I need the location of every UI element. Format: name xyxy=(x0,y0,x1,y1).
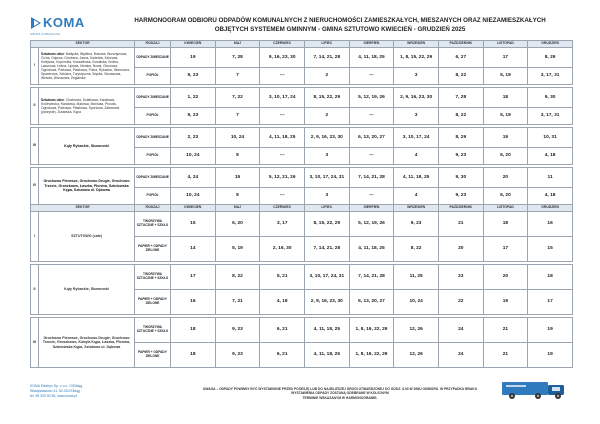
pickup-dates: 7, 14, 21, 28 xyxy=(349,168,394,188)
pickup-dates: 9, 23 xyxy=(215,318,260,343)
pickup-dates: 15 xyxy=(171,212,216,237)
pickup-dates: 1, 8, 16, 22, 29 xyxy=(349,318,394,343)
pickup-dates: 3, 17, 31 xyxy=(528,68,573,85)
header-month: LISTOPAD xyxy=(483,205,528,212)
pickup-dates: 23 xyxy=(438,265,483,290)
pickup-dates: 21 xyxy=(483,343,528,368)
pickup-dates: 4, 18 xyxy=(260,290,305,315)
pickup-dates: 2 xyxy=(304,108,349,125)
company-contact: tel. 55 309 90 55, www.koma.pl xyxy=(30,393,78,398)
pickup-dates: 9, 23 xyxy=(438,188,483,205)
waste-kind: POPIÓŁ xyxy=(135,148,171,165)
pickup-dates: 17 xyxy=(528,290,573,315)
table-row xyxy=(31,88,573,108)
sector-area xyxy=(39,88,135,125)
footer-notice xyxy=(195,387,485,400)
page-title-line-1: HARMONOGRAM ODBIORU ODPADÓW KOMUNALNYCH Z NIERUCHOMOŚCI ZAMIESZKAŁYCH, MIESZANYCH ORAZ NIEZAMIESZKAŁYCH xyxy=(134,17,546,24)
pickup-dates: 18 xyxy=(528,265,573,290)
header-month: MAJ xyxy=(215,41,260,48)
pickup-dates: 12, 26 xyxy=(394,318,439,343)
sector-area: Kąty Rybackie, Skowronki xyxy=(39,265,135,315)
pickup-dates: 8, 15, 22, 29 xyxy=(304,212,349,237)
table-header-row xyxy=(31,41,573,48)
pickup-dates: 1, 8, 16, 22, 29 xyxy=(349,343,394,368)
pickup-dates: 3 xyxy=(394,68,439,85)
pickup-dates: 18 xyxy=(171,343,216,368)
sector-index: I xyxy=(31,212,39,262)
waste-kind: TWORZYWA SZTUCZNE + SZKŁO xyxy=(135,318,171,343)
pickup-dates: 3, 17 xyxy=(260,212,305,237)
waste-kind: PAPIER + ODPADY ZIELONE xyxy=(135,290,171,315)
pickup-dates: 4 xyxy=(394,148,439,165)
page-title-line-2: OBJĘTYCH SYSTEMEM GMINNYM - GMINA SZTUTOWO KWIECIEŃ - GRUDZIEŃ 2025 xyxy=(214,26,466,33)
waste-kind: TWORZYWA SZTUCZNE + SZKŁO xyxy=(135,212,171,237)
pickup-dates: 4, 11, 18, 25 xyxy=(304,318,349,343)
pickup-dates: 3, 10, 17, 24, 31 xyxy=(304,265,349,290)
table-header-row xyxy=(31,205,573,212)
header-kind: RODZAJ xyxy=(135,41,171,48)
waste-kind: POPIÓŁ xyxy=(135,68,171,85)
pickup-dates: 4, 18 xyxy=(528,188,573,205)
pickup-dates: 19 xyxy=(528,318,573,343)
pickup-dates: 2 xyxy=(304,68,349,85)
waste-kind: PAPIER + ODPADY ZIELONE xyxy=(135,343,171,368)
pickup-dates: --- xyxy=(349,108,394,125)
pickup-dates: 7, 21 xyxy=(215,290,260,315)
pickup-dates: --- xyxy=(260,188,305,205)
pickup-dates: 4, 24 xyxy=(171,168,216,188)
pickup-dates: 17 xyxy=(171,265,216,290)
pickup-dates: 24 xyxy=(438,318,483,343)
pickup-dates: 10, 24 xyxy=(171,148,216,165)
sector-index: I xyxy=(31,48,39,85)
pickup-dates: 10, 31 xyxy=(528,128,573,148)
pickup-dates: 7, 22 xyxy=(215,88,260,108)
pickup-dates: 8 xyxy=(215,148,260,165)
pickup-dates: 18 xyxy=(171,318,216,343)
pickup-dates: 1, 22 xyxy=(171,88,216,108)
pickup-dates: 8, 22 xyxy=(394,237,439,262)
pickup-dates: 5, 19 xyxy=(483,108,528,125)
header-month: GRUDZIEŃ xyxy=(528,41,573,48)
pickup-dates: --- xyxy=(260,68,305,85)
pickup-dates: 6, 21 xyxy=(260,343,305,368)
sector-area-title: Sztutowo ulice xyxy=(41,51,65,56)
pickup-dates: 8, 22 xyxy=(438,68,483,85)
waste-kind: ODPADY ZMIESZANE xyxy=(135,48,171,68)
waste-kind: POPIÓŁ xyxy=(135,108,171,125)
header-month: KWIECIEŃ xyxy=(171,41,216,48)
pickup-dates: 19 xyxy=(483,128,528,148)
pickup-dates: 19 xyxy=(483,290,528,315)
pickup-dates: 22 xyxy=(438,290,483,315)
pickup-dates: 8, 22 xyxy=(438,108,483,125)
pickup-dates: 5, 19 xyxy=(483,68,528,85)
header-month: GRUDZIEŃ xyxy=(528,205,573,212)
header-month: SIERPIEŃ xyxy=(349,205,394,212)
pickup-dates: 2, 16, 30 xyxy=(260,237,305,262)
pickup-dates: 5, 19 xyxy=(215,237,260,262)
waste-kind: ODPADY ZMIESZANE xyxy=(135,168,171,188)
pickup-dates: 5, 12, 21, 26 xyxy=(260,168,305,188)
pickup-dates: --- xyxy=(349,68,394,85)
sector-area-streets: : Chabrowa, Działkowa, Kanałowa, Królewiecka, Kwiatowa, Makowa, Morwiaa, Prusów, Ogrodowa, Parkowa, Piaskowa, Sportowa, Zalewowa (parzyste), Żuławska, Kępa xyxy=(41,97,120,115)
collection-schedule-table xyxy=(30,40,573,368)
table-row xyxy=(31,318,573,343)
pickup-dates: 9, 30 xyxy=(528,88,573,108)
pickup-dates: 10, 24 xyxy=(215,128,260,148)
pickup-dates: 2, 9, 16, 23, 30 xyxy=(394,88,439,108)
pickup-dates: 3, 17, 31 xyxy=(528,108,573,125)
pickup-dates: 11, 25 xyxy=(394,265,439,290)
footer-notice-line-2: TERMINIE WSKAZANYM W HARMONOGRAMIE. xyxy=(302,395,378,400)
pickup-dates: 10, 24 xyxy=(171,188,216,205)
pickup-dates: 8, 29 xyxy=(528,48,573,68)
pickup-dates: 6, 13, 20, 27 xyxy=(349,128,394,148)
company-info xyxy=(30,384,82,399)
pickup-dates: 4, 11, 18, 25 xyxy=(260,128,305,148)
header-month: WRZESIEŃ xyxy=(394,205,439,212)
waste-kind: PAPIER + ODPADY ZIELONE xyxy=(135,237,171,262)
pickup-dates: 6, 20 xyxy=(215,212,260,237)
table-row xyxy=(31,168,573,188)
pickup-dates: 9, 23 xyxy=(394,212,439,237)
pickup-dates: 6, 21 xyxy=(260,318,305,343)
pickup-dates: 8, 22 xyxy=(215,265,260,290)
table-row xyxy=(31,212,573,237)
pickup-dates: 6, 27 xyxy=(438,48,483,68)
sector-area-title: Sztutowo ulice xyxy=(41,97,65,102)
pickup-dates: 5, 21 xyxy=(260,265,305,290)
company-address: Władysławowo 41, 82-300 Elbląg xyxy=(30,388,80,393)
pickup-dates: 9, 16, 23, 30 xyxy=(260,48,305,68)
pickup-dates: 24 xyxy=(438,343,483,368)
pickup-dates: 4, 11, 18, 25 xyxy=(304,343,349,368)
pickup-dates: --- xyxy=(349,188,394,205)
sector-index: III xyxy=(31,128,39,165)
pickup-dates: --- xyxy=(260,108,305,125)
pickup-dates: 7 xyxy=(215,68,260,85)
pickup-dates: 16 xyxy=(171,290,216,315)
brand-logo xyxy=(30,16,94,34)
pickup-dates: 6, 20 xyxy=(483,148,528,165)
garbage-truck-icon xyxy=(500,379,574,401)
pickup-dates: 18 xyxy=(483,212,528,237)
pickup-dates: 2, 9, 16, 23, 30 xyxy=(304,290,349,315)
pickup-dates: --- xyxy=(260,148,305,165)
header-month: PAŹDZIERNIK xyxy=(438,41,483,48)
pickup-dates: 7, 14, 21, 28 xyxy=(304,48,349,68)
pickup-dates: 6, 13, 20, 27 xyxy=(349,290,394,315)
pickup-dates: 2, 9, 16, 23, 30 xyxy=(304,128,349,148)
pickup-dates: 4, 11, 18, 25 xyxy=(349,237,394,262)
header-month: MAJ xyxy=(215,205,260,212)
pickup-dates: 9, 23 xyxy=(215,343,260,368)
header-month: PAŹDZIERNIK xyxy=(438,205,483,212)
footer-notice-line-1: UWAGA – ODPADY POWINNY BYĆ WYSTAWIONE PRZED POSESJĘ LUB DO NAJBLIŻSZEJ DROGI UTWARDZONEJ DO GODZ. 6.00 W DNIU ODBIORU. W PRZYPADKU BRAKU WYSTAWIENIA ODPADY ZOSTANĄ ODEBRANE W KOLEJNYM xyxy=(202,387,478,396)
pickup-dates: 3, 10, 17, 24 xyxy=(394,128,439,148)
pickup-dates: 16 xyxy=(528,212,573,237)
pickup-dates: 4, 11, 18, 25 xyxy=(349,48,394,68)
pickup-dates: 7, 14, 21, 28 xyxy=(349,265,394,290)
pickup-dates: 8, 15, 22, 29 xyxy=(304,88,349,108)
sector-area xyxy=(39,168,135,205)
pickup-dates: 7, 28 xyxy=(438,88,483,108)
header-month: CZERWIEC xyxy=(260,41,305,48)
header-month: LIPIEC xyxy=(304,41,349,48)
koma-logo-icon xyxy=(30,16,42,30)
header-sector: SEKTOR xyxy=(31,41,135,48)
pickup-dates: 21 xyxy=(438,212,483,237)
brand-name: KOMA xyxy=(43,15,85,30)
pickup-dates: 7 xyxy=(215,108,260,125)
header-month: LIPIEC xyxy=(304,205,349,212)
table-row xyxy=(31,265,573,290)
sector-index: II xyxy=(31,88,39,125)
pickup-dates: 1, 8, 15, 22, 29 xyxy=(394,48,439,68)
pickup-dates: 11 xyxy=(528,168,573,188)
pickup-dates: 17 xyxy=(483,237,528,262)
header-sector: SEKTOR xyxy=(31,205,135,212)
pickup-dates: 2, 23 xyxy=(171,128,216,148)
pickup-dates: 14 xyxy=(171,237,216,262)
pickup-dates: 8, 29 xyxy=(438,128,483,148)
sector-index: II xyxy=(31,265,39,315)
pickup-dates: 15 xyxy=(215,168,260,188)
pickup-dates: 20 xyxy=(483,265,528,290)
pickup-dates: 5, 12, 19, 26 xyxy=(349,88,394,108)
pickup-dates: 3, 10, 17, 24, 31 xyxy=(304,168,349,188)
pickup-dates: 3 xyxy=(394,108,439,125)
pickup-dates: 9, 23 xyxy=(171,108,216,125)
company-name: KOMA Elektryn Sp. z o.o. O/Elbląg xyxy=(30,384,83,388)
pickup-dates: 21 xyxy=(483,318,528,343)
pickup-dates: 7, 14, 21, 28 xyxy=(304,237,349,262)
brand-tagline: GRUPA KOMUNALNA xyxy=(30,33,61,36)
pickup-dates: 8 xyxy=(215,188,260,205)
pickup-dates: 9, 23 xyxy=(171,68,216,85)
pickup-dates: --- xyxy=(349,148,394,165)
header-kind: RODZAJ xyxy=(135,205,171,212)
pickup-dates: 4, 18 xyxy=(528,148,573,165)
header-month: KWIECIEŃ xyxy=(171,205,216,212)
sector-area: SZTUTOWO (całe) xyxy=(39,212,135,262)
pickup-dates: 19 xyxy=(171,48,216,68)
pickup-dates: 3, 10, 17, 24 xyxy=(260,88,305,108)
pickup-dates: 18 xyxy=(483,88,528,108)
waste-kind: TWORZYWA SZTUCZNE + SZKŁO xyxy=(135,265,171,290)
pickup-dates: 9, 30 xyxy=(438,168,483,188)
sector-area xyxy=(39,48,135,85)
header-month: SIERPIEŃ xyxy=(349,41,394,48)
pickup-dates: 15 xyxy=(528,237,573,262)
sector-area-streets: : Bałtycka, Błękitna, Bukowa, Bursztynowa, Cicha, Gajowa, Grodowa, Jasna, Kadetów, Klonowa, Kolejowa, Kopernika, Koszalińska, Kowalska, Krótka, Lazurowa, Leśna, Lipowa, Morska, Nowa, Obozowa, Ogrodowa, Parkowa, Piaskowa, Polna, Rybacka, Słoneczna, Spacerowa, Szkolna, Turystyczna, Wąska, Wczasowa, Wesoła, Wrzosowa, Żeglarska xyxy=(41,51,130,81)
sector-area: Grochowo Pierwsze, Grochowo Drugie, Grochowo Trzecie, Groszkowo, Kobyla Kępa, Łaszka, Płonina, Sztutowska Kępa, Sztutowo ul. Dębowa xyxy=(39,318,135,368)
pickup-dates: 4, 11, 18, 25 xyxy=(394,168,439,188)
table-row xyxy=(31,128,573,148)
pickup-dates: 3 xyxy=(304,188,349,205)
sector-area-title: Kąty Rybackie, Skowronki xyxy=(64,143,109,148)
pickup-dates: 12, 26 xyxy=(394,343,439,368)
pickup-dates: 7, 28 xyxy=(215,48,260,68)
sector-index: III xyxy=(31,318,39,368)
pickup-dates: 19 xyxy=(528,343,573,368)
pickup-dates: 6, 20 xyxy=(483,188,528,205)
pickup-dates: 9, 23 xyxy=(438,148,483,165)
sector-area-title: Grochowo Pierwsze, Grochowo Drugie, Grochowo Trzecie, Groszkowo, Łaszka, Płonina, Sztutowska Kępa, Sztutowo ul. Dębowa xyxy=(43,179,130,193)
pickup-dates: 3 xyxy=(304,148,349,165)
waste-kind: ODPADY ZMIESZANE xyxy=(135,128,171,148)
pickup-dates: 20 xyxy=(438,237,483,262)
waste-kind: POPIÓŁ xyxy=(135,188,171,205)
header-month: WRZESIEŃ xyxy=(394,41,439,48)
sector-area xyxy=(39,128,135,165)
header-month: CZERWIEC xyxy=(260,205,305,212)
pickup-dates: 10, 24 xyxy=(394,290,439,315)
waste-kind: ODPADY ZMIESZANE xyxy=(135,88,171,108)
pickup-dates: 17 xyxy=(483,48,528,68)
sector-index: IV xyxy=(31,168,39,205)
pickup-dates: 4 xyxy=(394,188,439,205)
table-row xyxy=(31,48,573,68)
pickup-dates: 5, 12, 19, 26 xyxy=(349,212,394,237)
header-month: LISTOPAD xyxy=(483,41,528,48)
pickup-dates: 20 xyxy=(483,168,528,188)
